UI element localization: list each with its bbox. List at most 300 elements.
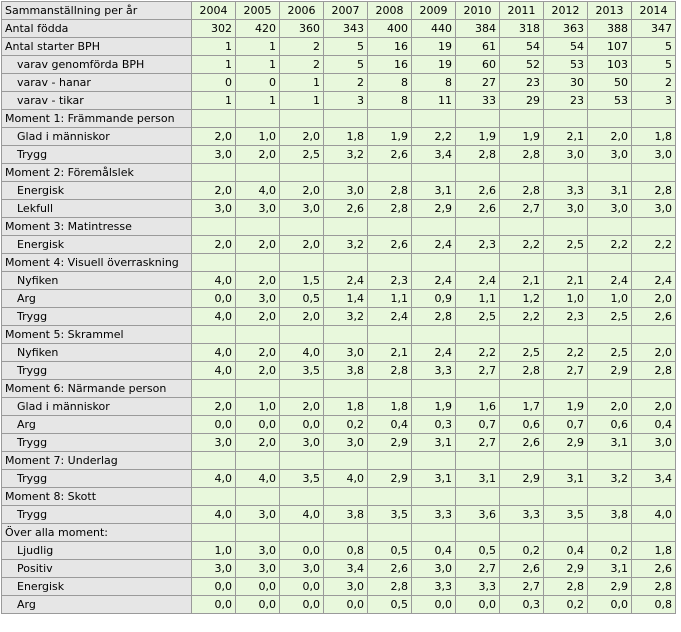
cell-2008: 2,3 <box>368 272 412 290</box>
cell-2007: 3,0 <box>324 182 368 200</box>
cell-2006: 2 <box>280 56 324 74</box>
cell-2008: 2,8 <box>368 578 412 596</box>
cell-2012 <box>544 110 588 128</box>
cell-2004: 4,0 <box>192 362 236 380</box>
cell-2004 <box>192 452 236 470</box>
cell-2006 <box>280 164 324 182</box>
cell-2006: 2,5 <box>280 146 324 164</box>
cell-2004: 1 <box>192 38 236 56</box>
cell-2010: 2,3 <box>456 236 500 254</box>
cell-2011 <box>500 326 544 344</box>
row-label: Glad i människor <box>2 128 192 146</box>
cell-2014 <box>632 254 676 272</box>
year-header-2009: 2009 <box>412 2 456 20</box>
cell-2004 <box>192 326 236 344</box>
row-label: Nyfiken <box>2 344 192 362</box>
cell-2011: 1,2 <box>500 290 544 308</box>
cell-2013 <box>588 110 632 128</box>
cell-2007 <box>324 380 368 398</box>
cell-2014: 3,0 <box>632 200 676 218</box>
cell-2008: 8 <box>368 92 412 110</box>
cell-2007 <box>324 164 368 182</box>
cell-2008 <box>368 488 412 506</box>
cell-2013 <box>588 164 632 182</box>
year-header-2013: 2013 <box>588 2 632 20</box>
cell-2012: 53 <box>544 56 588 74</box>
cell-2005: 1 <box>236 92 280 110</box>
cell-2008: 2,1 <box>368 344 412 362</box>
table-row <box>2 20 676 38</box>
cell-2013 <box>588 218 632 236</box>
cell-2009: 3,1 <box>412 182 456 200</box>
cell-2008: 400 <box>368 20 412 38</box>
cell-2011: 2,7 <box>500 578 544 596</box>
cell-2006: 0,0 <box>280 542 324 560</box>
cell-2009: 3,1 <box>412 434 456 452</box>
cell-2007: 1,8 <box>324 398 368 416</box>
cell-2010: 1,1 <box>456 290 500 308</box>
cell-2012 <box>544 326 588 344</box>
cell-2011: 29 <box>500 92 544 110</box>
cell-2009: 2,8 <box>412 308 456 326</box>
cell-2011 <box>500 452 544 470</box>
cell-2014: 4,0 <box>632 506 676 524</box>
cell-2010 <box>456 110 500 128</box>
cell-2010: 0,7 <box>456 416 500 434</box>
year-header-2011: 2011 <box>500 2 544 20</box>
table-row <box>2 146 676 164</box>
cell-2009: 2,9 <box>412 200 456 218</box>
cell-2009: 3,4 <box>412 146 456 164</box>
row-label: Arg <box>2 416 192 434</box>
cell-2007: 1,4 <box>324 290 368 308</box>
cell-2013: 2,4 <box>588 272 632 290</box>
cell-2009: 3,0 <box>412 560 456 578</box>
table-row <box>2 560 676 578</box>
cell-2014 <box>632 524 676 542</box>
cell-2011: 2,9 <box>500 470 544 488</box>
cell-2007: 3,0 <box>324 434 368 452</box>
table-row <box>2 470 676 488</box>
cell-2012 <box>544 218 588 236</box>
cell-2005 <box>236 164 280 182</box>
cell-2011: 2,6 <box>500 434 544 452</box>
cell-2007: 5 <box>324 38 368 56</box>
cell-2004 <box>192 254 236 272</box>
cell-2008: 2,9 <box>368 470 412 488</box>
table-row <box>2 344 676 362</box>
row-label: Arg <box>2 596 192 614</box>
cell-2010 <box>456 488 500 506</box>
table-row <box>2 434 676 452</box>
row-label: Antal starter BPH <box>2 38 192 56</box>
cell-2004 <box>192 110 236 128</box>
cell-2004 <box>192 218 236 236</box>
section-label: Moment 4: Visuell överraskning <box>2 254 192 272</box>
year-header-2005: 2005 <box>236 2 280 20</box>
cell-2009: 19 <box>412 38 456 56</box>
cell-2011 <box>500 524 544 542</box>
cell-2008 <box>368 380 412 398</box>
cell-2009: 1,9 <box>412 398 456 416</box>
cell-2009 <box>412 524 456 542</box>
table-row <box>2 416 676 434</box>
cell-2008 <box>368 110 412 128</box>
table-row <box>2 272 676 290</box>
row-label: Trygg <box>2 146 192 164</box>
cell-2009 <box>412 164 456 182</box>
cell-2010: 3,3 <box>456 578 500 596</box>
cell-2006: 4,0 <box>280 344 324 362</box>
cell-2005: 1,0 <box>236 398 280 416</box>
cell-2011 <box>500 488 544 506</box>
cell-2012: 3,1 <box>544 470 588 488</box>
cell-2007: 0,0 <box>324 596 368 614</box>
cell-2008: 3,5 <box>368 506 412 524</box>
cell-2014 <box>632 452 676 470</box>
cell-2011: 2,6 <box>500 560 544 578</box>
cell-2009: 440 <box>412 20 456 38</box>
cell-2005: 3,0 <box>236 290 280 308</box>
cell-2011: 2,8 <box>500 362 544 380</box>
cell-2009 <box>412 110 456 128</box>
row-label: Energisk <box>2 578 192 596</box>
cell-2007: 3 <box>324 92 368 110</box>
cell-2013: 3,2 <box>588 470 632 488</box>
cell-2014: 2,0 <box>632 398 676 416</box>
cell-2006: 0,0 <box>280 578 324 596</box>
cell-2007: 0,8 <box>324 542 368 560</box>
cell-2013: 3,1 <box>588 560 632 578</box>
cell-2014: 2,8 <box>632 578 676 596</box>
cell-2006: 2,0 <box>280 398 324 416</box>
cell-2014: 2,6 <box>632 308 676 326</box>
cell-2011: 0,3 <box>500 596 544 614</box>
cell-2005: 3,0 <box>236 560 280 578</box>
cell-2011: 2,5 <box>500 344 544 362</box>
cell-2005: 2,0 <box>236 344 280 362</box>
cell-2007: 3,8 <box>324 362 368 380</box>
cell-2013: 3,0 <box>588 146 632 164</box>
cell-2008: 1,9 <box>368 128 412 146</box>
cell-2005 <box>236 524 280 542</box>
cell-2011 <box>500 164 544 182</box>
section-label: Moment 6: Närmande person <box>2 380 192 398</box>
section-label: Moment 5: Skrammel <box>2 326 192 344</box>
cell-2010: 33 <box>456 92 500 110</box>
cell-2005: 4,0 <box>236 182 280 200</box>
cell-2008 <box>368 452 412 470</box>
cell-2013: 0,6 <box>588 416 632 434</box>
cell-2008: 2,8 <box>368 200 412 218</box>
cell-2005 <box>236 380 280 398</box>
table-row <box>2 542 676 560</box>
section-label: Moment 2: Föremålslek <box>2 164 192 182</box>
year-header-2012: 2012 <box>544 2 588 20</box>
cell-2007 <box>324 524 368 542</box>
cell-2009: 2,2 <box>412 128 456 146</box>
cell-2010: 60 <box>456 56 500 74</box>
year-header-2008: 2008 <box>368 2 412 20</box>
cell-2013: 0,0 <box>588 596 632 614</box>
table-row <box>2 362 676 380</box>
row-label: Ljudlig <box>2 542 192 560</box>
row-label: Energisk <box>2 182 192 200</box>
cell-2014: 2,4 <box>632 272 676 290</box>
cell-2010: 27 <box>456 74 500 92</box>
cell-2007: 3,2 <box>324 146 368 164</box>
cell-2005: 2,0 <box>236 272 280 290</box>
cell-2004: 4,0 <box>192 344 236 362</box>
cell-2013: 2,0 <box>588 398 632 416</box>
cell-2013: 2,9 <box>588 578 632 596</box>
cell-2012: 2,7 <box>544 362 588 380</box>
cell-2006 <box>280 218 324 236</box>
cell-2005: 3,0 <box>236 200 280 218</box>
cell-2013: 388 <box>588 20 632 38</box>
cell-2004 <box>192 524 236 542</box>
cell-2013: 53 <box>588 92 632 110</box>
row-label: varav - tikar <box>2 92 192 110</box>
cell-2013 <box>588 326 632 344</box>
section-label: Moment 3: Matintresse <box>2 218 192 236</box>
cell-2007: 4,0 <box>324 470 368 488</box>
table-row <box>2 92 676 110</box>
cell-2010: 3,1 <box>456 470 500 488</box>
header-row <box>2 2 676 20</box>
cell-2014: 2 <box>632 74 676 92</box>
cell-2006 <box>280 380 324 398</box>
cell-2009: 0,3 <box>412 416 456 434</box>
cell-2012: 2,1 <box>544 128 588 146</box>
cell-2012: 0,2 <box>544 596 588 614</box>
cell-2014: 1,8 <box>632 128 676 146</box>
cell-2010: 2,2 <box>456 344 500 362</box>
cell-2009: 0,4 <box>412 542 456 560</box>
cell-2009: 11 <box>412 92 456 110</box>
cell-2008: 0,4 <box>368 416 412 434</box>
table-row <box>2 308 676 326</box>
cell-2012 <box>544 380 588 398</box>
cell-2004: 2,0 <box>192 398 236 416</box>
cell-2009: 3,3 <box>412 506 456 524</box>
cell-2008: 0,5 <box>368 596 412 614</box>
section-label: Moment 7: Underlag <box>2 452 192 470</box>
cell-2006: 3,5 <box>280 362 324 380</box>
cell-2008: 2,8 <box>368 182 412 200</box>
cell-2011: 1,9 <box>500 128 544 146</box>
cell-2009: 0,0 <box>412 596 456 614</box>
cell-2014: 2,8 <box>632 182 676 200</box>
cell-2010: 3,6 <box>456 506 500 524</box>
cell-2014: 2,6 <box>632 560 676 578</box>
cell-2012: 2,8 <box>544 578 588 596</box>
cell-2009: 3,1 <box>412 470 456 488</box>
cell-2006: 3,0 <box>280 200 324 218</box>
cell-2014: 347 <box>632 20 676 38</box>
cell-2012: 23 <box>544 92 588 110</box>
cell-2005: 3,0 <box>236 542 280 560</box>
cell-2005: 2,0 <box>236 146 280 164</box>
section-row <box>2 524 676 542</box>
cell-2013: 50 <box>588 74 632 92</box>
cell-2006: 3,5 <box>280 470 324 488</box>
cell-2005: 0,0 <box>236 578 280 596</box>
cell-2014 <box>632 326 676 344</box>
table-row <box>2 506 676 524</box>
cell-2006: 360 <box>280 20 324 38</box>
cell-2004: 0,0 <box>192 290 236 308</box>
cell-2009: 0,9 <box>412 290 456 308</box>
cell-2005 <box>236 326 280 344</box>
cell-2004: 1 <box>192 92 236 110</box>
cell-2014 <box>632 488 676 506</box>
table-row <box>2 596 676 614</box>
cell-2012: 2,5 <box>544 236 588 254</box>
cell-2013 <box>588 254 632 272</box>
cell-2012: 1,0 <box>544 290 588 308</box>
cell-2009 <box>412 452 456 470</box>
cell-2004 <box>192 380 236 398</box>
cell-2012: 2,2 <box>544 344 588 362</box>
cell-2005: 1,0 <box>236 128 280 146</box>
cell-2006: 3,0 <box>280 560 324 578</box>
cell-2006: 0,0 <box>280 596 324 614</box>
cell-2010 <box>456 164 500 182</box>
cell-2012 <box>544 452 588 470</box>
table-row <box>2 578 676 596</box>
cell-2014: 3,0 <box>632 434 676 452</box>
cell-2005: 2,0 <box>236 236 280 254</box>
cell-2008: 2,9 <box>368 434 412 452</box>
cell-2004: 2,0 <box>192 182 236 200</box>
cell-2008 <box>368 524 412 542</box>
cell-2005: 420 <box>236 20 280 38</box>
cell-2012: 1,9 <box>544 398 588 416</box>
cell-2010: 61 <box>456 38 500 56</box>
table-body <box>2 2 676 614</box>
cell-2008 <box>368 164 412 182</box>
cell-2007: 5 <box>324 56 368 74</box>
row-label: Trygg <box>2 308 192 326</box>
cell-2011 <box>500 380 544 398</box>
cell-2010 <box>456 326 500 344</box>
row-label: varav - hanar <box>2 74 192 92</box>
cell-2010 <box>456 218 500 236</box>
cell-2012: 3,0 <box>544 200 588 218</box>
row-label: Nyfiken <box>2 272 192 290</box>
row-label: Trygg <box>2 506 192 524</box>
cell-2004: 4,0 <box>192 308 236 326</box>
cell-2013 <box>588 452 632 470</box>
cell-2007: 2,6 <box>324 200 368 218</box>
cell-2006: 1 <box>280 92 324 110</box>
cell-2005 <box>236 452 280 470</box>
cell-2014: 0,8 <box>632 596 676 614</box>
cell-2010: 2,7 <box>456 362 500 380</box>
cell-2014: 3 <box>632 92 676 110</box>
cell-2005: 3,0 <box>236 506 280 524</box>
cell-2009: 2,4 <box>412 236 456 254</box>
cell-2006: 1,5 <box>280 272 324 290</box>
cell-2009 <box>412 218 456 236</box>
cell-2004: 3,0 <box>192 560 236 578</box>
table-row <box>2 56 676 74</box>
cell-2014: 2,0 <box>632 344 676 362</box>
cell-2013: 0,2 <box>588 542 632 560</box>
cell-2009 <box>412 254 456 272</box>
cell-2014: 3,0 <box>632 146 676 164</box>
cell-2011 <box>500 110 544 128</box>
cell-2013: 3,0 <box>588 200 632 218</box>
cell-2005: 2,0 <box>236 434 280 452</box>
section-row <box>2 254 676 272</box>
year-header-2004: 2004 <box>192 2 236 20</box>
cell-2006: 2,0 <box>280 182 324 200</box>
row-label: Positiv <box>2 560 192 578</box>
cell-2007: 2 <box>324 74 368 92</box>
cell-2008 <box>368 326 412 344</box>
cell-2007: 3,8 <box>324 506 368 524</box>
cell-2009: 8 <box>412 74 456 92</box>
cell-2010: 2,4 <box>456 272 500 290</box>
cell-2007 <box>324 452 368 470</box>
cell-2007: 3,4 <box>324 560 368 578</box>
cell-2011: 2,2 <box>500 308 544 326</box>
cell-2012: 2,3 <box>544 308 588 326</box>
cell-2010: 2,7 <box>456 434 500 452</box>
cell-2005 <box>236 218 280 236</box>
cell-2012: 0,7 <box>544 416 588 434</box>
cell-2007 <box>324 326 368 344</box>
cell-2008 <box>368 218 412 236</box>
cell-2013: 2,5 <box>588 308 632 326</box>
cell-2012 <box>544 164 588 182</box>
cell-2009 <box>412 326 456 344</box>
cell-2010: 2,7 <box>456 560 500 578</box>
cell-2008: 16 <box>368 56 412 74</box>
cell-2008: 16 <box>368 38 412 56</box>
cell-2005 <box>236 488 280 506</box>
cell-2014 <box>632 218 676 236</box>
cell-2010: 2,5 <box>456 308 500 326</box>
table-row <box>2 74 676 92</box>
cell-2011: 3,3 <box>500 506 544 524</box>
cell-2014 <box>632 110 676 128</box>
cell-2010 <box>456 254 500 272</box>
cell-2005: 2,0 <box>236 362 280 380</box>
cell-2006: 4,0 <box>280 506 324 524</box>
cell-2012 <box>544 254 588 272</box>
row-label: Trygg <box>2 470 192 488</box>
cell-2007: 0,2 <box>324 416 368 434</box>
cell-2011: 318 <box>500 20 544 38</box>
cell-2014: 5 <box>632 38 676 56</box>
section-row <box>2 326 676 344</box>
cell-2005 <box>236 110 280 128</box>
cell-2013: 107 <box>588 38 632 56</box>
cell-2004: 3,0 <box>192 200 236 218</box>
cell-2009 <box>412 488 456 506</box>
cell-2008: 2,6 <box>368 560 412 578</box>
summary-table <box>1 1 676 614</box>
cell-2005: 4,0 <box>236 470 280 488</box>
cell-2011: 1,7 <box>500 398 544 416</box>
cell-2012: 2,9 <box>544 560 588 578</box>
cell-2011: 2,7 <box>500 200 544 218</box>
cell-2014: 1,8 <box>632 542 676 560</box>
row-label: Arg <box>2 290 192 308</box>
